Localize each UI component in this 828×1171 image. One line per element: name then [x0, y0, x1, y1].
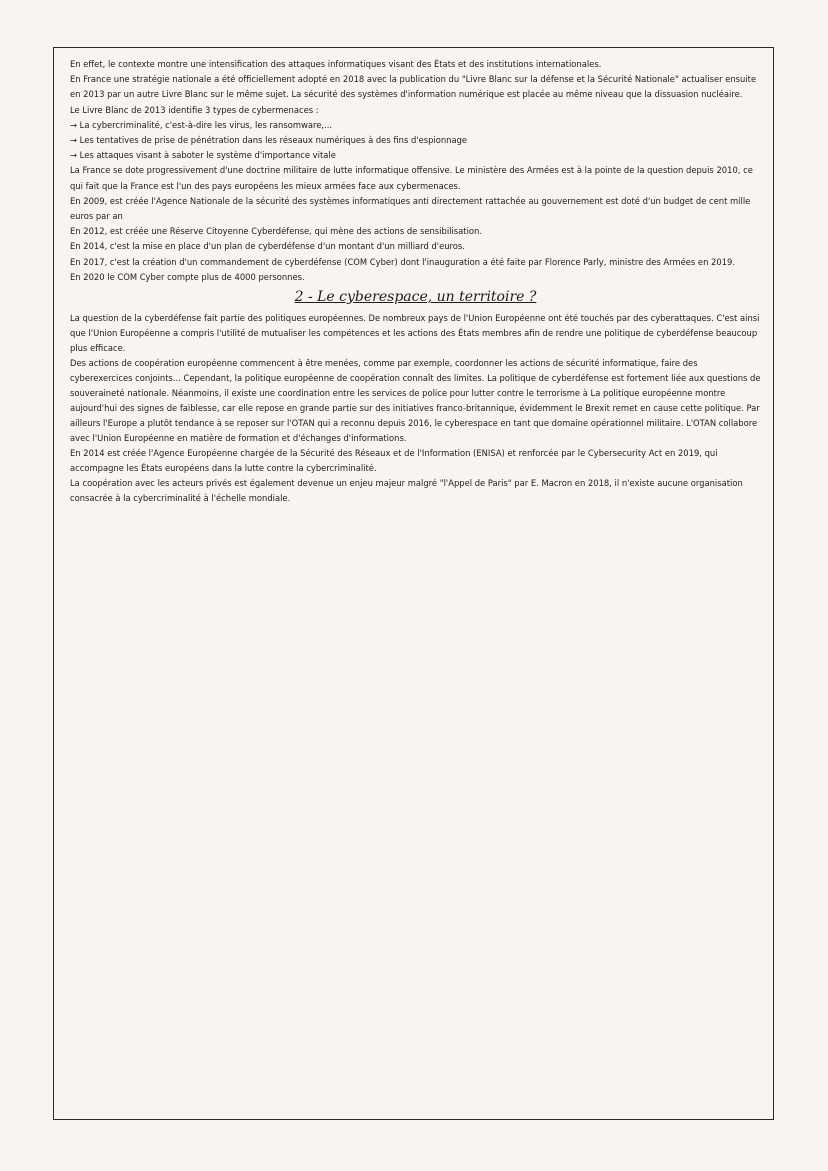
paragraph: La France se dote progressivement d'une doctrine militaire de lutte informatique offensive. Le ministère des Armées est à la pointe de la question depuis 2010, ce qui fait que la France est l'un des pays européens les mieux armées face aux cybermenaces.: [70, 165, 753, 191]
paragraph: En 2020 le COM Cyber compte plus de 4000 personnes.: [70, 271, 305, 282]
paragraph: Des actions de coopération européenne commencent à être menées, comme par exemple, coordonner les actions de sécurité informatique, faire des cyberexercices conjoints... Cependant, la politique européenne de coopération connaît des limites. La politique de cyberdéfense est fortement liée aux questions de souveraineté nationale. Néanmoins, il existe une coordination entre les services de police pour lutter contre le terrorisme à La politique européenne montre aujourd'hui des signes de faiblesse, car elle repose en grande partie sur des initiatives franco-britannique, évidemment le Brexit remet en cause cette politique. Par ailleurs l'Europe a plutôt tendance à se reposer sur l'OTAN qui a reconnu depuis 2016, le cyberespace en tant que domaine opérationnel militaire. L'OTAN collabore avec l'Union Européenne en matière de formation et d'échanges d'informations.: [70, 358, 761, 444]
list-item: → Les tentatives de prise de pénétration dans les réseaux numériques à des fins d'espionnage: [70, 135, 468, 146]
paragraph: En France une stratégie nationale a été officiellement adopté en 2018 avec la publication du "Livre Blanc sur la défense et la Sécurité Nationale" actualiser ensuite en 2013 par un autre Livre Blanc sur le même sujet. La sécurité des systèmes d'information numérique est placée au même niveau que la dissuasion nucléaire.: [70, 74, 757, 100]
paragraph: Le Livre Blanc de 2013 identifie 3 types de cybermenaces :: [70, 104, 319, 115]
paragraph: En 2017, c'est la création d'un commandement de cyberdéfense (COM Cyber) dont l'inauguration a été faite par Florence Parly, ministre des Armées en 2019.: [70, 256, 736, 267]
paragraph: En 2009, est créée l'Agence Nationale de la sécurité des systèmes informatiques anti directement rattachée au gouvernement est doté d'un budget de cent mille euros par an: [70, 195, 751, 222]
page-frame: [53, 47, 774, 1120]
paragraph: En 2012, est créée une Réserve Citoyenne Cyberdéfense, qui mène des actions de sensibilisation.: [70, 226, 482, 237]
paragraph: En 2014 est créée l'Agence Européenne chargée de la Sécurité des Réseaux et de l'Information (ENISA) et renforcée par le Cybersecurity Act en 2019, qui accompagne les États européens dans la lutte contre la cybercriminalité.: [70, 448, 718, 474]
paragraph: En effet, le contexte montre une intensification des attaques informatiques visant des États et des institutions internationales.: [70, 59, 602, 69]
page-content: [70, 57, 761, 506]
section-2-title: 2 - Le cyberespace, un territoire ?: [294, 289, 537, 306]
section-2-body: [70, 311, 761, 506]
paragraph: En 2014, c'est la mise en place d'un plan de cyberdéfense d'un montant d'un milliard d'euros.: [70, 241, 465, 252]
paragraph: La coopération avec les acteurs privés est également devenue un enjeu majeur malgré "l'Appel de Paris" par E. Macron en 2018, il n'existe aucune organisation consacrée à la cybercriminalité à l'échelle mondiale.: [70, 478, 743, 504]
list-item: → Les attaques visant à saboter le système d'importance vitale: [70, 150, 336, 161]
section-1-body: [70, 57, 761, 285]
list-item: → La cybercriminalité, c'est-à-dire les virus, les ransomware,...: [70, 119, 333, 130]
paragraph: La question de la cyberdéfense fait partie des politiques européennes. De nombreux pays de l'Union Européenne ont été touchés par des cyberattaques. C'est ainsi que l'Union Européenne a compris l'utilité de mutualiser les compétences et les actions des États membres afin de rendre une politique de cyberdéfense beaucoup plus efficace.: [70, 313, 760, 354]
